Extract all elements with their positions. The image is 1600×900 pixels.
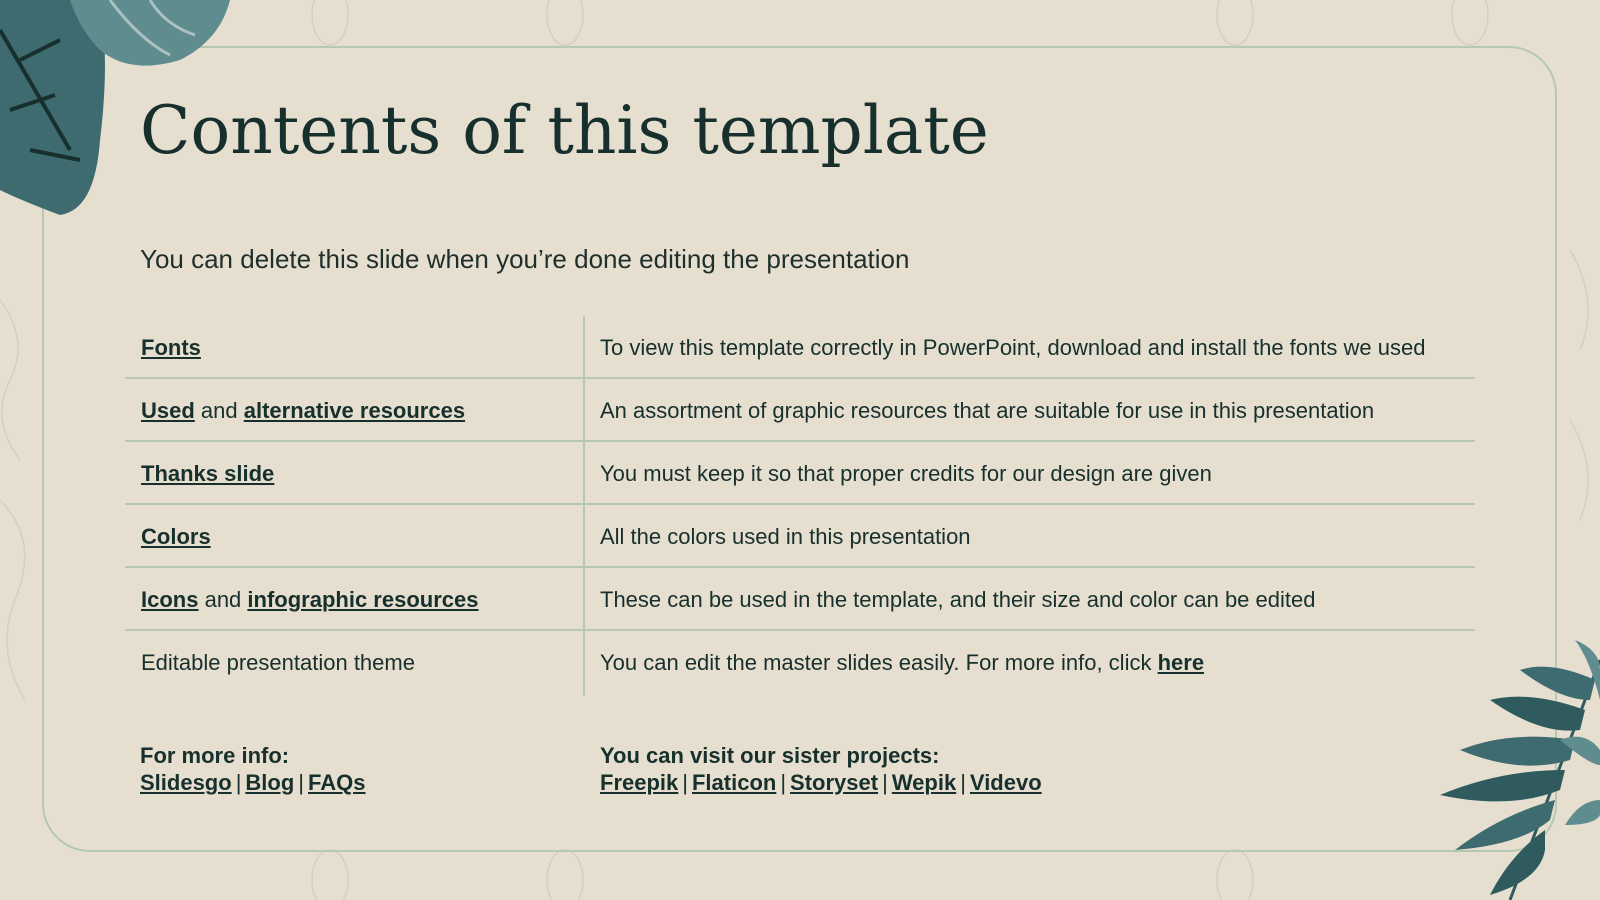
row-description: You must keep it so that proper credits for our design are given [600, 461, 1212, 486]
subtitle: You can delete this slide when you’re done editing the presentation [140, 244, 910, 274]
table-row [125, 316, 1475, 379]
row-label [141, 442, 274, 505]
joiner-text: and [194, 398, 244, 423]
table-row [125, 505, 1475, 568]
contents-table [125, 316, 1475, 694]
row-description-text: You can edit the master slides easily. For more info, click [600, 650, 1158, 675]
row-label [141, 379, 465, 442]
separator: | [682, 770, 688, 795]
flaticon-link[interactable]: Flaticon [691, 770, 777, 795]
thanks-slide-link[interactable]: Thanks slide [141, 461, 275, 486]
row-description: An assortment of graphic resources that are suitable for use in this presentation [600, 398, 1375, 423]
slidesgo-link[interactable]: Slidesgo [140, 770, 232, 795]
table-row [125, 568, 1475, 631]
used-resources-link[interactable]: Used [141, 398, 195, 423]
wepik-link[interactable]: Wepik [891, 770, 957, 795]
faqs-link[interactable]: FAQs [308, 770, 366, 795]
row-label [141, 316, 201, 379]
separator: | [882, 770, 888, 795]
joiner-text: and [198, 587, 248, 612]
row-label: Editable presentation theme [141, 650, 415, 675]
more-info-links [140, 769, 365, 796]
sister-projects-links [600, 769, 1042, 796]
fonts-link[interactable]: Fonts [141, 335, 201, 360]
separator: | [235, 770, 242, 795]
row-description: To view this template correctly in PowerPoint, download and install the fonts we used [600, 335, 1426, 360]
page-title: Contents of this template [140, 92, 989, 169]
alternative-resources-link[interactable]: alternative resources [243, 398, 466, 423]
videvo-link[interactable]: Videvo [969, 770, 1042, 795]
row-description [600, 631, 1204, 694]
table-row [125, 379, 1475, 442]
here-link[interactable]: here [1157, 650, 1205, 675]
row-description: All the colors used in this presentation [600, 524, 971, 549]
separator: | [780, 770, 787, 795]
separator: | [960, 770, 966, 795]
more-info-heading: For more info: [140, 743, 290, 768]
sister-projects-block [600, 742, 1042, 796]
row-label [141, 568, 478, 631]
row-label [141, 505, 211, 568]
table-row [125, 631, 1475, 694]
separator: | [298, 770, 305, 795]
table-row [125, 442, 1475, 505]
storyset-link[interactable]: Storyset [790, 770, 879, 795]
infographic-resources-link[interactable]: infographic resources [247, 587, 479, 612]
colors-link[interactable]: Colors [141, 524, 211, 549]
row-description: These can be used in the template, and their size and color can be edited [600, 587, 1316, 612]
sister-projects-heading: You can visit our sister projects: [600, 743, 940, 768]
more-info-block [140, 742, 365, 796]
blog-link[interactable]: Blog [245, 770, 295, 795]
freepik-link[interactable]: Freepik [600, 770, 679, 795]
icons-link[interactable]: Icons [141, 587, 199, 612]
